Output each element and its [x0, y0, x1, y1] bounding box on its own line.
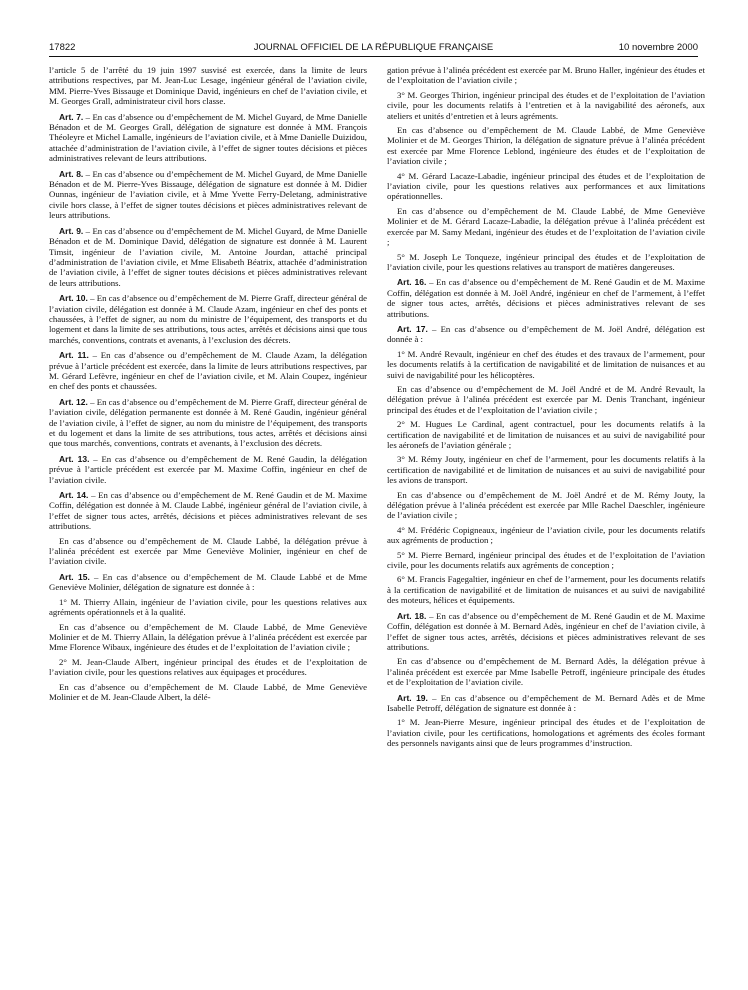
paragraph	[387, 171, 705, 202]
paragraph	[49, 682, 367, 703]
paragraph	[387, 349, 705, 380]
paragraph-text: 3° M. Rémy Jouty, ingénieur en chef de l’armement, pour les documents relatifs à la certification de navigabilité et de limitation de nuisances et au suivi de navigabilité pour les avions de transport.	[387, 454, 705, 486]
header-rule	[49, 56, 698, 57]
paragraph-text: En cas d’absence ou d’empêchement de M. Claude Labbé, de Mme Geneviève Molinier et de M. Jean-Claude Albert, la délé-	[49, 681, 367, 702]
paragraph	[49, 536, 367, 567]
paragraph	[387, 525, 705, 546]
paragraph-text: 4° M. Gérard Lacaze-Labadie, ingénieur principal des études et de l’exploitation de l’aviation civile, pour les questions relatives aux performances et aux limitations opérationnelles.	[387, 170, 705, 202]
page-number: 17822	[49, 42, 76, 53]
paragraph-text: 1° M. André Revault, ingénieur en chef des études et des travaux de l’armement, pour les documents relatifs à la certification de navigabilité et de limitation de nuisances et au suivi de navigabilité pour les hélicoptères.	[387, 348, 705, 380]
article-number: Art. 10.	[59, 293, 88, 304]
article-number: Art. 14.	[59, 490, 89, 501]
paragraph	[49, 657, 367, 678]
paragraph-text: 1° M. Jean-Pierre Mesure, ingénieur principal des études et de l’exploitation de l’aviation civile, pour les certifications, homologations et agréments des écoles formant des personnels navigants ainsi que de leurs programmes d’instruction.	[387, 717, 705, 749]
paragraph	[49, 65, 367, 107]
article-number: Art. 15.	[59, 571, 90, 582]
paragraph	[387, 454, 705, 485]
paragraph-text: – En cas d’absence ou d’empêchement de M. René Gaudin et de M. Maxime Coffin, délégation est donnée à M. Claude Labbé, ingénieur général de l’aviation civile, à l’effet de signer tous actes, arrêtés, décisions et pièces administratives relevant de ses attributions.	[49, 490, 367, 532]
paragraph	[387, 65, 705, 86]
paragraph-text: En cas d’absence ou d’empêchement de M. Claude Labbé, de Mme Geneviève Molinier et de M. Georges Thirion, la délégation de signature prévue à l’alinéa précédent est exercée par Mme Florence Leblond, ingénieure des études et de l’exploitation de l’aviation civile ;	[387, 125, 705, 167]
paragraph-text: – En cas d’absence ou d’empêchement de M. Joël André, délégation est donnée à :	[387, 323, 705, 345]
paragraph-text: En cas d’absence ou d’empêchement de M. Claude Labbé, la délégation prévue à l’alinéa précédent est exercée par Mme Geneviève Molinier, ingénieur en chef de l’aviation civile.	[49, 535, 367, 567]
paragraph-text: En cas d’absence ou d’empêchement de M. Claude Labbé, de Mme Geneviève Molinier et de M. Gérard Lacaze-Labadie, la délégation prévue à l’alinéa précédent est exercée par M. Samy Medani, ingénieur des études et de l’exploitation de l’aviation civile ;	[387, 205, 705, 248]
paragraph-text: – En cas d’absence ou d’empêchement de M. Michel Guyard, de Mme Danielle Bénadon et de M. Dominique David, délégation de signature est donnée à M. Laurent Timsit, ingénieur de l’aviation civile, M. Antoine Jourdan, attaché principal d’administration de l’aviation civile, et Mme Elisabeth Béatrix, attachée d’administration de l’aviation civile, à l’effet de signer toutes décisions et pièces administratives relevant de leurs attributions.	[49, 225, 367, 288]
article-paragraph	[49, 572, 367, 593]
article-number: Art. 13.	[59, 453, 90, 464]
article-paragraph	[49, 454, 367, 485]
paragraph	[387, 206, 705, 248]
right-column	[387, 65, 705, 753]
paragraph	[387, 656, 705, 687]
journal-title: JOURNAL OFFICIEL DE LA RÉPUBLIQUE FRANÇAISE	[253, 42, 494, 53]
paragraph-text: En cas d’absence ou d’empêchement de M. Claude Labbé, de Mme Geneviève Molinier et de M. Thierry Allain, la délégation prévue à l’alinéa précédent est exercée par Mme Florence Wibaux, ingénieure des études et de l’exploitation de l’aviation civile ;	[49, 621, 367, 653]
paragraph-text: – En cas d’absence ou d’empêchement de M. Bernard Adès et de Mme Isabelle Petroff, délégation de signature est donnée à :	[387, 692, 705, 713]
issue-date: 10 novembre 2000	[618, 42, 698, 53]
paragraph-text: 5° M. Joseph Le Tonqueze, ingénieur principal des études et de l’exploitation de l’aviation civile, pour les questions relatives au transport de matières dangereuses.	[387, 251, 705, 272]
article-number: Art. 12.	[59, 396, 88, 407]
article-paragraph	[49, 226, 367, 288]
left-column	[49, 65, 367, 706]
article-paragraph	[49, 169, 367, 221]
article-number: Art. 16.	[397, 277, 427, 288]
article-paragraph	[49, 112, 367, 164]
paragraph-text: – En cas d’absence ou d’empêchement de M. Michel Guyard, de Mme Danielle Bénadon et de M. Pierre-Yves Bissauge, délégation de signature est donnée à M. Didier Ounnas, ingénieur de l’aviation civile, et à Mme Yvette Ferry-Deletang, administrative civile hors classe, à l’effet de signer toutes décisions et pièces administratives relevant de leurs attributions.	[49, 168, 367, 221]
paragraph	[387, 419, 705, 450]
paragraph-text: En cas d’absence ou d’empêchement de M. Bernard Adès, la délégation prévue à l’alinéa précédent est exercée par Mme Isabelle Petroff, ingénieure principale des études et de l’exploitation de l’aviation civile.	[387, 656, 705, 688]
paragraph-text: – En cas d’absence ou d’empêchement de M. Pierre Graff, directeur général de l’aviation civile, délégation est donnée à M. Claude Azam, ingénieur en chef des ponts et chaussées, à l’effet de signer, au nom du ministre de l’équipement, des transports et du logement et dans la limite de ses attributions, tous actes, arrêtés et décisions ainsi que tous marchés, conventions, contrats et avenants, à l’exclusion des décrets.	[49, 293, 367, 345]
paragraph-text: – En cas d’absence ou d’empêchement de M. René Gaudin, la délégation prévue à l’article précédent est exercée par M. Maxime Coffin, ingénieur en chef de l’aviation civile.	[49, 453, 367, 485]
paragraph-text: En cas d’absence ou d’empêchement de M. Joël André et de M. Rémy Jouty, la délégation prévue à l’alinéa précédent est exercée par Mlle Rachel Daeschler, ingénieure de l’aviation civile ;	[387, 489, 705, 521]
paragraph-text: l’article 5 de l’arrêté du 19 juin 1997 susvisé est exercée, dans la limite de leurs attributions respectives, par M. Jean-Luc Lesage, ingénieur général de l’aviation civile, MM. Pierre-Yves Bissauge et Dominique David, ingénieurs en chef de l’aviation civile, et M. Georges Grall, administrateur civil hors classe.	[49, 65, 367, 107]
article-paragraph	[49, 397, 367, 449]
paragraph-text: – En cas d’absence ou d’empêchement de M. René Gaudin et de M. Maxime Coffin, délégation est donnée à M. Joël André, ingénieur en chef de l’armement, à l’effet de signer tous actes, arrêtés, décisions et pièces administratives relevant de ses attributions.	[387, 277, 705, 319]
paragraph	[387, 490, 705, 521]
paragraph	[387, 252, 705, 273]
article-paragraph	[49, 490, 367, 532]
paragraph-text: – En cas d’absence ou d’empêchement de M. Claude Labbé et de Mme Geneviève Molinier, délégation de signature est donnée à :	[49, 571, 367, 593]
paragraph-text: 1° M. Thierry Allain, ingénieur de l’aviation civile, pour les questions relatives aux agréments opérationnels et à la qualité.	[49, 596, 367, 618]
article-number: Art. 18.	[397, 610, 427, 621]
paragraph	[387, 384, 705, 415]
article-paragraph	[387, 277, 705, 319]
paragraph-text: gation prévue à l’alinéa précédent est exercée par M. Bruno Haller, ingénieur des études et de l’exploitation de l’aviation civile ;	[387, 65, 705, 86]
paragraph-text: – En cas d’absence ou d’empêchement de M. Pierre Graff, directeur général de l’aviation civile, délégation permanente est donnée à M. René Gaudin, ingénieur général de l’aviation civile, à l’effet de signer, au nom du ministre de l’équipement, des transports et du logement et dans la limite de ses attributions, tous actes, arrêtés et décisions ainsi que tous marchés, conventions, contrats et avenants, à l’exclusion des décrets.	[49, 396, 367, 449]
paragraph-text: – En cas d’absence ou d’empêchement de M. Michel Guyard, de Mme Danielle Bénadon et de M. Georges Grall, délégation de signature est donnée à MM. François Théoleyre et Michel Lamalle, ingénieurs de l’aviation civile, et à Mme Danielle Duizidou, attachée d’administration de l’aviation civile, à l’effet de signer toutes décisions et pièces administratives relevant de leurs attributions.	[49, 111, 367, 164]
article-number: Art. 8.	[59, 168, 84, 179]
paragraph-text: 2° M. Hugues Le Cardinal, agent contractuel, pour les documents relatifs à la certification de navigabilité et de limitation de nuisances et au suivi de navigabilité pour les aéronefs de l’aviation générale ;	[387, 419, 705, 450]
paragraph	[49, 622, 367, 653]
paragraph	[387, 717, 705, 748]
paragraph-text: 6° M. Francis Fagegaltier, ingénieur en chef de l’armement, pour les documents relatifs à la certification de navigabilité et de limitation de nuisances et au suivi de navigabilité des moteurs, hélices et équipements.	[387, 574, 705, 606]
article-number: Art. 7.	[59, 111, 84, 122]
article-number: Art. 9.	[59, 225, 84, 236]
paragraph-text: 5° M. Pierre Bernard, ingénieur principal des études et de l’exploitation de l’aviation civile, pour les documents relatifs aux agréments de conception ;	[387, 549, 705, 571]
article-paragraph	[49, 293, 367, 345]
page-header	[49, 42, 698, 56]
article-paragraph	[387, 611, 705, 653]
article-paragraph	[387, 324, 705, 345]
paragraph-text: – En cas d’absence ou d’empêchement de M. René Gaudin et de M. Maxime Coffin, délégation est donnée à M. Bernard Adès, ingénieur en chef de l’aviation civile, à l’effet de signer tous actes, arrêtés, décisions et pièces administratives relevant de ses attributions.	[387, 610, 705, 652]
paragraph	[387, 125, 705, 167]
paragraph	[387, 574, 705, 605]
article-number: Art. 11.	[59, 350, 89, 361]
article-paragraph	[387, 693, 705, 714]
paragraph-text: En cas d’absence ou d’empêchement de M. Joël André et de M. André Revault, la délégation prévue à l’alinéa précédent est exercée par M. Denis Tranchant, ingénieur principal des études et de l’exploitation de l’aviation civile ;	[387, 383, 705, 415]
paragraph-text: 3° M. Georges Thirion, ingénieur principal des études et de l’exploitation de l’aviation civile, pour les documents relatifs à l’entretien et à la navigabilité des aéronefs, aux ateliers et unités d’entretien et à leurs agréments.	[387, 89, 705, 121]
paragraph-text: 4° M. Frédéric Copigneaux, ingénieur de l’aviation civile, pour les documents relatifs aux agréments de production ;	[387, 524, 705, 546]
article-number: Art. 19.	[397, 692, 428, 703]
paragraph	[49, 597, 367, 618]
paragraph-text: 2° M. Jean-Claude Albert, ingénieur principal des études et de l’exploitation de l’aviation civile, pour les questions relatives aux équipages et procédures.	[49, 656, 367, 678]
article-number: Art. 17.	[397, 323, 428, 334]
paragraph-text: – En cas d’absence ou d’empêchement de M. Claude Azam, la délégation prévue à l’article précédent est exercée, dans la limite de leurs attributions respectives, par M. Gérard Lefèvre, ingénieur en chef de l’aviation civile, et M. Alain Coupez, ingénieur en chef des ponts et chaussées.	[49, 350, 367, 392]
paragraph	[387, 550, 705, 571]
paragraph	[387, 90, 705, 121]
article-paragraph	[49, 350, 367, 392]
